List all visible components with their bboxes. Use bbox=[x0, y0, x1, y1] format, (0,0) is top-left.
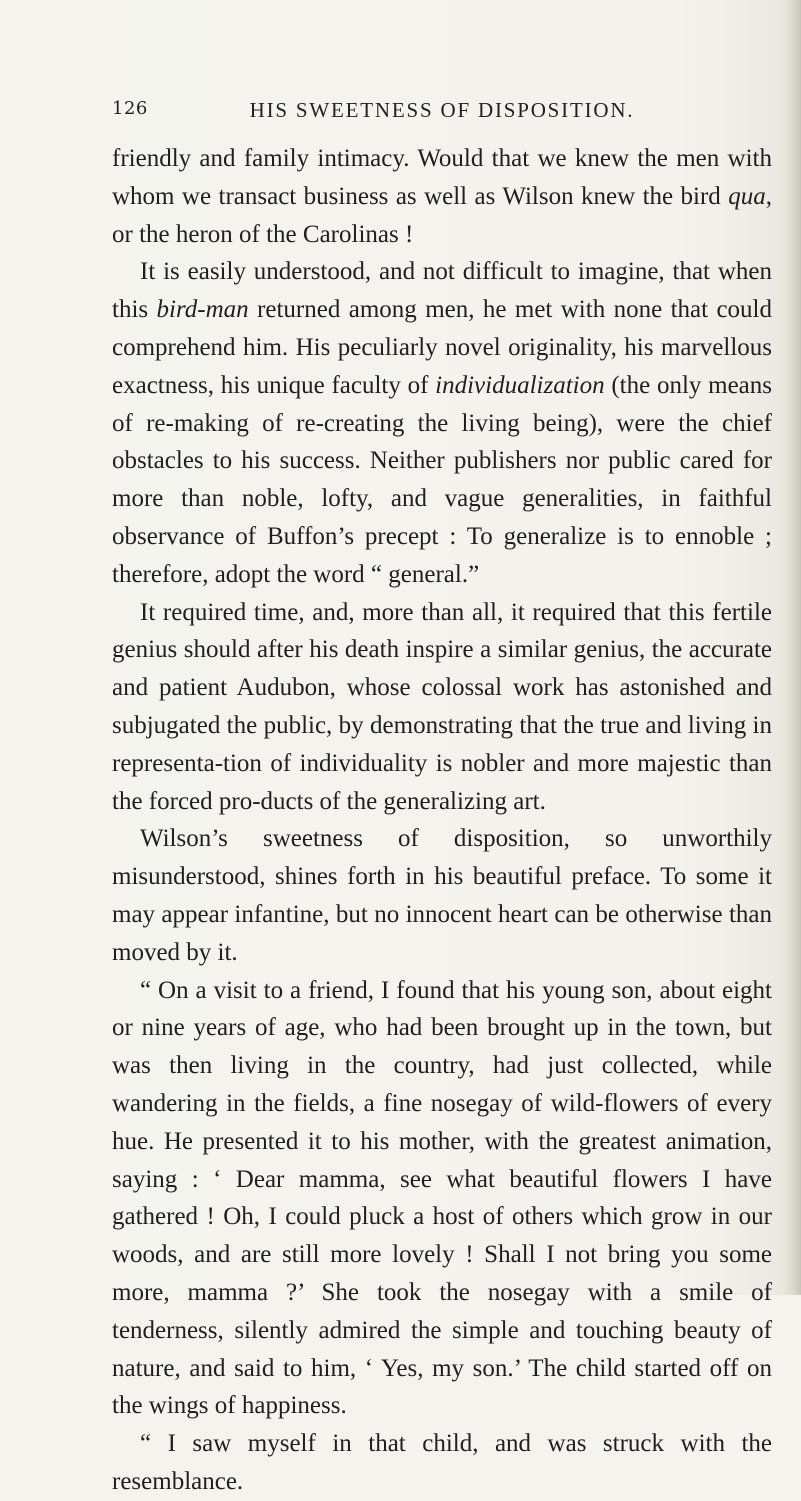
italic-segment: bird-man bbox=[156, 296, 249, 324]
text-segment: “ I saw myself in that child, and was struck with the resemblance. bbox=[112, 1430, 772, 1495]
paragraph bbox=[112, 820, 772, 971]
paragraph bbox=[112, 253, 772, 593]
paragraph bbox=[112, 1425, 772, 1501]
page-number: 126 bbox=[112, 98, 148, 119]
text-segment: Wilson’s sweetness of disposition, so unworthily misunderstood, shines forth in his beautiful preface. To some it may appear infantine, but no innocent heart can be otherwise than moved by it. bbox=[112, 825, 772, 966]
paragraph bbox=[112, 594, 772, 821]
text-segment: “ On a visit to a friend, I found that his young son, about eight or nine years of age, who had been brought up in the town, but was then living in the country, had just collected, while wandering in the fields, a fine nosegay of wild-flowers of every hue. He presented it to his mother, with the greatest animation, saying : ‘ Dear mamma, see what beautiful flowers I have gathered ! Oh, I could pluck a host of others which grow in our woods, and are still more lovely ! Shall I not bring you some more, mamma ?’ She took the nosegay with a smile of tenderness, silently admired the simple and touching beauty of nature, and said to him, ‘ Yes, my son.’ The child started off on the wings of happiness. bbox=[112, 976, 772, 1420]
paragraph bbox=[112, 972, 772, 1426]
text-segment: It is easily understood, and not difficult to imagine, that when this bbox=[112, 258, 772, 324]
text-segment: returned among men, he met with none that could comprehend him. His peculiarly novel originality, his marvellous exactness, his unique faculty of bbox=[112, 296, 773, 399]
text-segment: It required time, and, more than all, it required that this fertile genius should after his death inspire a similar genius, the accurate and patient Audubon, whose colossal work has astonished and subjugated the public, by demonstrating that the true and living in representa-tion of individuality is nobler and more majestic than the forced pro-ducts of the generalizing art. bbox=[112, 598, 772, 815]
running-head: HIS SWEETNESS OF DISPOSITION. bbox=[249, 98, 635, 122]
page-header bbox=[112, 98, 772, 134]
italic-segment: individualization bbox=[435, 371, 605, 399]
text-segment: friendly and family intimacy. Would that we knew the men with whom we transact business as well as Wilson knew the bird bbox=[112, 145, 772, 210]
italic-segment: qua bbox=[728, 182, 766, 210]
body-text bbox=[112, 140, 772, 1501]
text-segment: , or the heron of the Carolinas ! bbox=[112, 182, 772, 248]
text-segment: (the only means of re-making of re-creating the living being), were the chief obstacles to his success. Neither publishers nor public cared for more than noble, lofty, and vague generalities, in faithful observance of Buffon’s precept : To generalize is to ennoble ; therefore, adopt the word “ general.” bbox=[112, 371, 772, 588]
page-edge-shadow bbox=[783, 0, 801, 1295]
paragraph bbox=[112, 140, 772, 253]
